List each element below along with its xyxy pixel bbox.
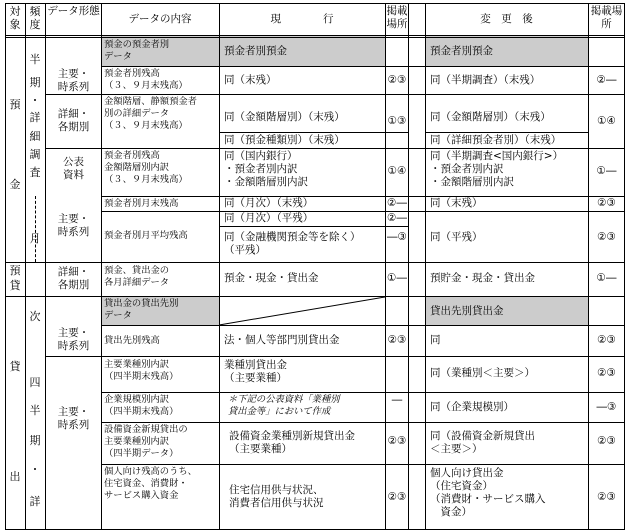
- row-3-current: 同（国内銀行） ・預金者別内訳 ・金額階層別内訳: [224, 150, 308, 188]
- row-6-current-location: ①―: [387, 272, 407, 284]
- form-main-time-series-monthly: 主要・ 時系列: [57, 213, 90, 238]
- frequency-quarter-4: 詳: [29, 495, 41, 508]
- row-12-after-location: ②③: [597, 491, 616, 503]
- row-3-after: 同（半期調査<国内銀行>） ・預金者別内訳 ・金額階層別内訳: [430, 150, 564, 188]
- row-2-after-location: ①④: [597, 115, 616, 127]
- row-2-after-2: 同（詳細預金者別）（末残）: [430, 134, 562, 146]
- frequency-half-2: ・: [29, 94, 41, 107]
- frequency-quarter-3: ・: [29, 463, 41, 476]
- header-after-location: 掲載場所: [590, 5, 623, 30]
- form-main-time-series-loan: 主要・ 時系列: [57, 327, 90, 352]
- header-data-form: データ形態: [47, 5, 100, 17]
- row-4-after-location: ②③: [597, 197, 616, 209]
- frequency-half-5: 調: [29, 148, 41, 161]
- row-10-content: 企業規模別内訳 （四半期末残高）: [104, 394, 179, 417]
- row-5-after: 同（平残）: [430, 231, 483, 243]
- row-11-after: 同（設備資金新規貸出 ＜主要＞）: [430, 430, 535, 455]
- row-11-after-location: ②③: [597, 435, 616, 447]
- row-5-current: 同（月次）（平残）: [224, 212, 314, 224]
- row-11-current: 設備資金業種別新規貸出金 （主要業種）: [229, 430, 355, 455]
- object-loan-1: 貸: [9, 360, 21, 373]
- object-loan-2: 出: [9, 470, 21, 483]
- frequency-half-1: 期: [29, 76, 41, 89]
- frequency-quarter-0: 四: [29, 376, 41, 389]
- row-9-content: 主要業種別内訳 （四半期末残高）: [104, 359, 179, 382]
- row-12-current: 住宅信用供与状況、 消費者信用供与状況: [229, 484, 324, 509]
- form-detail-each-period-2: 詳細・ 各期別: [57, 266, 90, 291]
- row-4-content: 預金者別月末残高: [104, 198, 179, 209]
- row-10-after-location: ―③: [596, 401, 617, 413]
- frequency-half-3: 詳: [29, 111, 41, 124]
- form-main-time-series-quarter: 主要・ 時系列: [57, 406, 90, 431]
- row-8-content: 貸出先別残高: [104, 335, 160, 346]
- row-11-content: 設備資金新規貸出の 主要業種別内訳 （四半期データ）: [104, 424, 188, 459]
- row-2-content: 金額階層、静額預金者 別の詳細データ （３、９月末残高）: [104, 96, 197, 131]
- row-5-content: 預金者別月平均残高: [104, 230, 188, 241]
- row-2-current-2: 同（預金種類別）（末残）: [224, 134, 345, 146]
- frequency-half-4: 細: [29, 130, 41, 143]
- row-6-after: 預貯金・現金・貸出金: [430, 272, 535, 284]
- object-deposit-loan-1: 預: [9, 264, 21, 277]
- row-9-current: 業種別貸出金 （主要業種）: [224, 359, 287, 384]
- row-8-current-location: ②③: [387, 334, 407, 346]
- row-11-current-location: ②③: [387, 435, 407, 447]
- row-3-content: 預金者別残高 金額階層別内訳 （３、９月末残高）: [104, 150, 188, 185]
- row-4-after: 同（末残）: [430, 197, 483, 209]
- object-deposit-loan-2: 貸: [9, 279, 21, 292]
- frequency-quarter-1: 半: [29, 404, 41, 417]
- row-7-after: 貸出先別貸出金: [430, 305, 504, 317]
- header-current: 現 行: [270, 13, 334, 25]
- row-9-after-location: ②③: [597, 367, 616, 379]
- row-10-current: ＊下記の公表資料「業種別 貸出金等」において作成: [228, 394, 340, 417]
- row-0-after: 預金者別預金: [430, 45, 493, 57]
- header-object: 対象: [9, 5, 21, 31]
- row-7-content: 貸出金の貸出先別 データ: [104, 298, 179, 321]
- row-3-current-location: ①④: [387, 165, 407, 177]
- row-10-after: 同（企業規模別）: [430, 401, 514, 413]
- header-data-content: データの内容: [128, 13, 192, 25]
- row-2-after: 同（金額階層別）（末残）: [430, 111, 551, 123]
- form-public-material: 公表 資料: [63, 156, 84, 181]
- row-8-current: 法・個人等部門別貸出金: [224, 334, 340, 346]
- row-12-after: 個人向け貸出金 （住宅資金） （消費財・サービス購入 資金）: [430, 467, 546, 518]
- row-12-content: 個人向け残高のうち、 住宅資金、消費財・ サービス購入資金: [104, 466, 197, 501]
- row-10-current-location: ―: [391, 394, 403, 406]
- form-main-time-series: 主要・ 時系列: [57, 68, 90, 93]
- row-5-current-location: ②―: [387, 212, 407, 224]
- form-detail-each-period: 詳細・ 各期別: [57, 108, 90, 133]
- object-deposit-1: 預: [9, 98, 21, 111]
- diagonal-line: [219, 297, 385, 325]
- row-6-current: 預金・現金・貸出金: [224, 272, 319, 284]
- row-8-after-location: ②③: [597, 334, 616, 346]
- row-6-content: 預金、貸出金の 各月詳細データ: [104, 265, 170, 288]
- row-1-after-location: ②―: [596, 74, 617, 86]
- row-2-current: 同（金額階層別）（末残）: [224, 111, 345, 123]
- row-0-current: 預金者別預金: [224, 45, 287, 57]
- header-after: 変 更 後: [480, 13, 533, 25]
- row-3-after-location: ①―: [596, 165, 617, 177]
- row-6-after-location: ①―: [596, 272, 617, 284]
- row-1-after: 同（半期調査）（末残）: [430, 74, 541, 86]
- row-4-current-location: ②―: [387, 197, 407, 209]
- row-5-current-location-2: ―③: [387, 231, 407, 243]
- row-8-after: 同: [430, 334, 441, 346]
- row-4-current: 同（月次）（末残）: [224, 197, 314, 209]
- frequency-month: 月: [29, 232, 41, 245]
- row-5-current-2: 同（金融機関預金等を除く） （平残）: [224, 231, 361, 256]
- row-5-after-location: ②③: [597, 231, 616, 243]
- header-current-location: 掲載場所: [386, 5, 408, 30]
- row-2-current-location: ①③: [387, 115, 407, 127]
- row-1-current-location: ②③: [387, 74, 407, 86]
- frequency-quarter-2: 期: [29, 434, 41, 447]
- row-9-after: 同（業種別＜主要＞）: [430, 367, 535, 379]
- row-12-current-location: ②③: [387, 491, 407, 503]
- frequency-half-6: 査: [29, 166, 41, 179]
- object-deposit-2: 金: [9, 178, 21, 191]
- frequency-half-0: 半: [29, 53, 41, 66]
- row-1-content: 預金者別残高 （３、９月末残高）: [104, 68, 188, 91]
- row-0-content: 預金の預金者別 データ: [104, 39, 170, 62]
- header-frequency: 頻度: [29, 5, 41, 31]
- row-1-current: 同（末残）: [224, 74, 277, 86]
- frequency-next: 次: [29, 310, 41, 323]
